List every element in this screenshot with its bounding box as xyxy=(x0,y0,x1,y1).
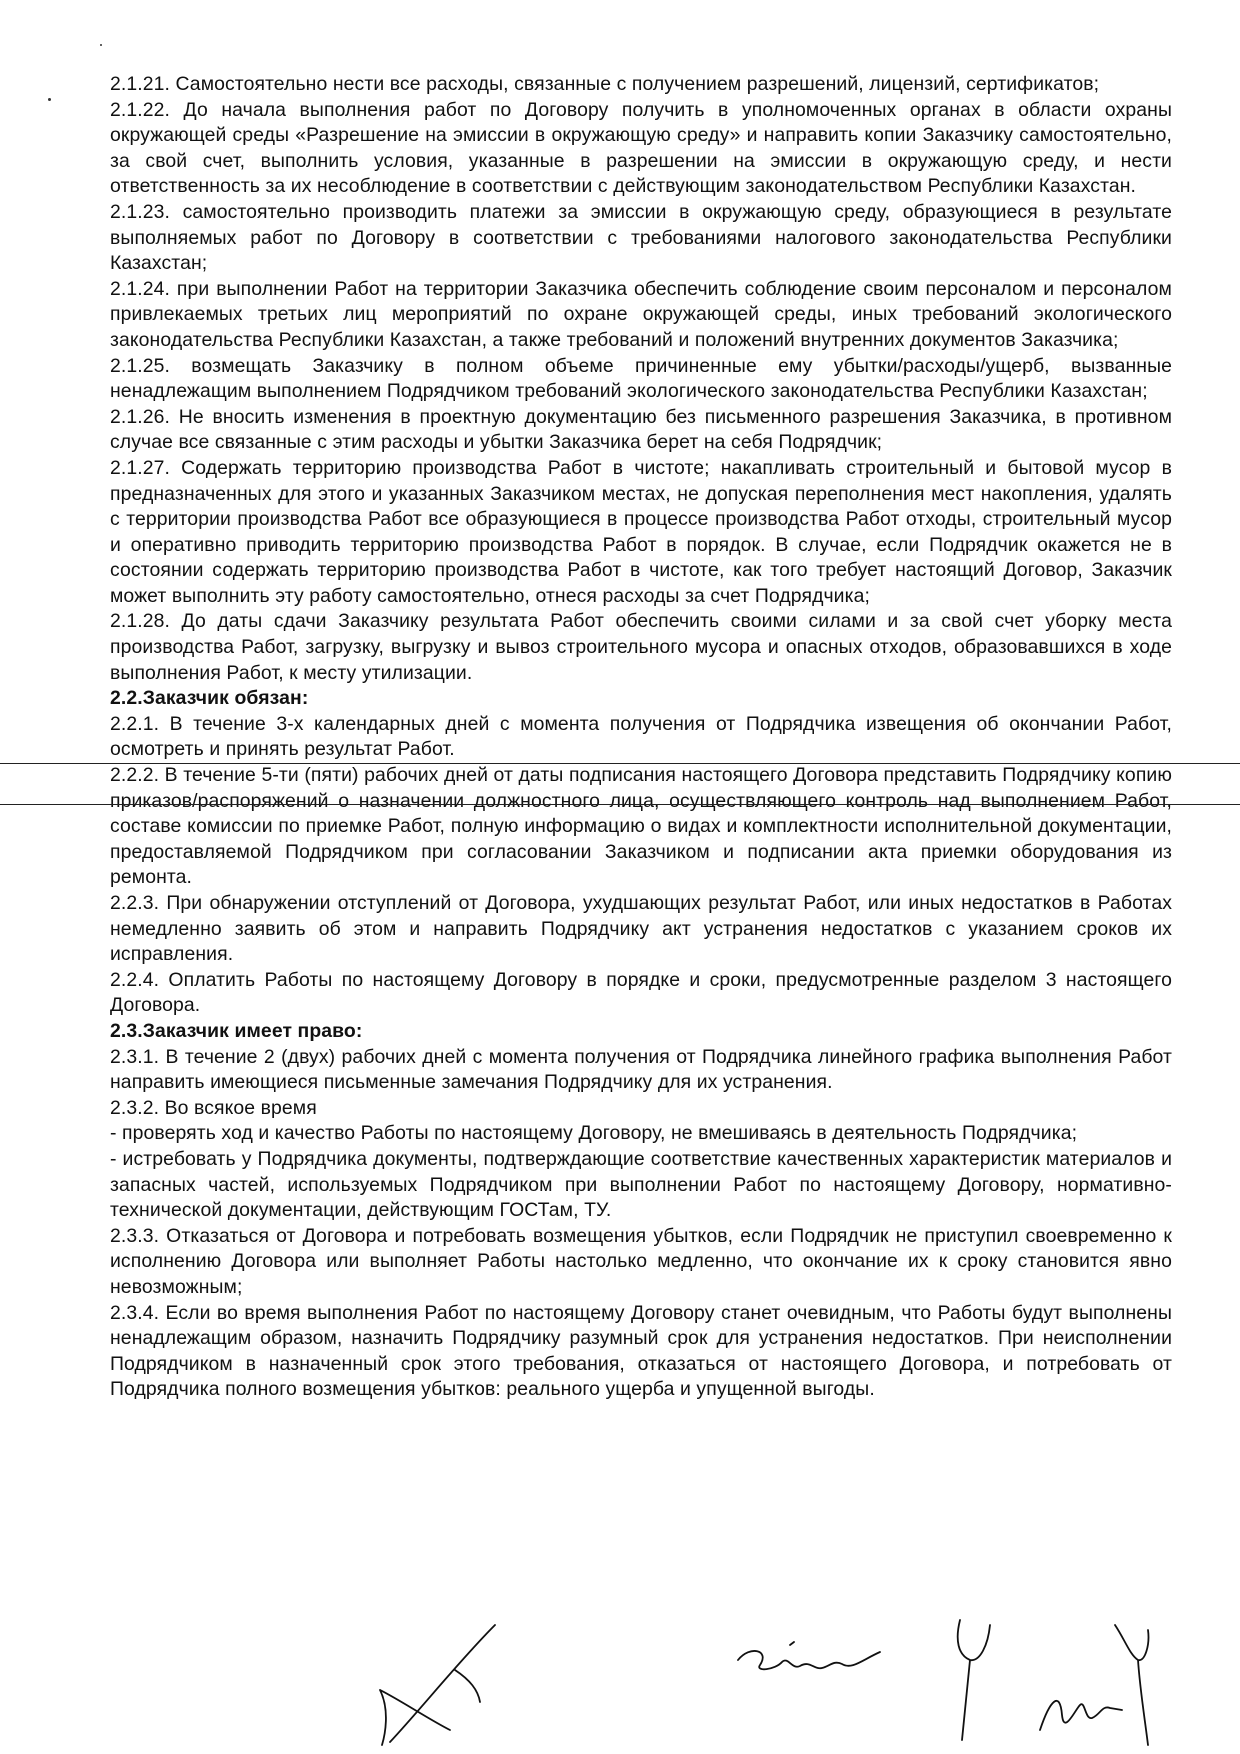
clause-2-2-3: 2.2.3. При обнаружении отступлений от Договора, ухудшающих результат Работ, или иных недостатков в Работах немедленно заявить об этом и направить Подрядчику акт устранения недостатков с указанием сроков их исправления. xyxy=(110,892,1172,966)
signature-initials-left xyxy=(360,1610,520,1750)
clause-2-2-4: 2.2.4. Оплатить Работы по настоящему Договору в порядке и сроки, предусмотренные разделом 3 настоящего Договора. xyxy=(110,968,1172,1017)
scan-artifact-line xyxy=(0,763,1240,764)
clause-2-1-26: 2.1.26. Не вносить изменения в проектную документацию без письменного разрешения Заказчика, в противном случае все связанные с этим расходы и убытки Заказчика берет на себя Подрядчик; xyxy=(110,405,1172,454)
signature-initials-right-1 xyxy=(940,1600,1020,1750)
clause-2-3-3: 2.3.3. Отказаться от Договора и потребовать возмещения убытков, если Подрядчик не приступил своевременно к исполнению Договора или выполняет Работы настолько медленно, что окончание их к сроку становится явно невозможным; xyxy=(110,1224,1172,1298)
clause-2-3-2: 2.3.2. Во всякое время xyxy=(110,1096,317,1119)
scan-artifact-line xyxy=(0,804,1240,805)
clause-2-1-21: 2.1.21. Самостоятельно нести все расходы, связанные с получением разрешений, лицензий, сертификатов; xyxy=(110,73,1100,95)
clause-2-1-23: 2.1.23. самостоятельно производить платежи за эмиссии в окружающую среду, образующиеся в результате выполняемых работ по Договору в соответствии с требованиями налогового законодательства Республики Казахстан; xyxy=(110,200,1172,275)
clause-2-2-1: 2.2.1. В течение 3-х календарных дней с момента получения от Подрядчика извещения об окончании Работ, осмотреть и принять результат Работ. xyxy=(110,712,1172,761)
clause-2-3-1: 2.3.1. В течение 2 (двух) рабочих дней с момента получения от Подрядчика линейного графика выполнения Работ направить имеющиеся письменные замечания Подрядчику для их устранения. xyxy=(110,1045,1172,1094)
document-page xyxy=(110,72,1172,1403)
signature-initials-right-2 xyxy=(1030,1610,1180,1750)
clause-2-3-2-item-b: - истребовать у Подрядчика документы, подтверждающие соответствие качественных характеристик материалов и запасных частей, используемых Подрядчиком при выполнении Работ по настоящему Договору, нормативно-технической документации, действующим ГОСТам, ТУ. xyxy=(110,1147,1172,1222)
clause-2-1-28: 2.1.28. До даты сдачи Заказчику результата Работ обеспечить своими силами и за свой счет уборку места производства Работ, загрузку, выгрузку и вывоз строительного мусора и опасных отходов, образовавшихся в ходе выполнения Работ, к месту утилизации. xyxy=(110,610,1172,684)
section-heading-2-3: 2.3.Заказчик имеет право: xyxy=(110,1019,363,1042)
clause-2-2-2: 2.2.2. В течение 5-ти (пяти) рабочих дней от даты подписания настоящего Договора представить Подрядчику копию приказов/распоряжений о назначении должностного лица, осуществляющего контроль над выполнением Работ, составе комиссии по приемке Работ, полную информацию о видах и комплектности исполнительной документации, предоставляемой Подрядчиком при согласовании Заказчиком и подписании акта приемки оборудования из ремонта. xyxy=(110,764,1172,889)
scan-speck xyxy=(100,44,102,46)
section-heading-2-2: 2.2.Заказчик обязан: xyxy=(110,687,309,710)
clause-2-1-22: 2.1.22. До начала выполнения работ по Договору получить в уполномоченных органах в области охраны окружающей среды «Разрешение на эмиссии в окружающую среду» и направить копии Заказчику самостоятельно, за свой счет, выполнить условия, указанные в разрешении на эмиссии в окружающую среду, и нести ответственность за их несоблюдение в соответствии с действующим законодательством Республики Казахстан. xyxy=(110,98,1172,198)
clause-2-3-4: 2.3.4. Если во время выполнения Работ по настоящему Договору станет очевидным, что Работы будут выполнены ненадлежащим образом, назначить Подрядчику разумный срок для устранения недостатков. При неисполнении Подрядчиком в назначенный срок этого требования, отказаться от настоящего Договора, и потребовать от Подрядчика полного возмещения убытков: реального ущерба и упущенной выгоды. xyxy=(110,1301,1172,1401)
signature-initials-middle xyxy=(730,1630,900,1710)
clause-2-1-25: 2.1.25. возмещать Заказчику в полном объеме причиненные ему убытки/расходы/ущерб, вызванные ненадлежащим выполнением Подрядчиком требований экологического законодательства Республики Казахстан; xyxy=(110,354,1172,403)
clause-2-1-24: 2.1.24. при выполнении Работ на территории Заказчика обеспечить соблюдение своим персоналом и персоналом привлекаемых третьих лиц мероприятий по охране окружающей среды, иных требований экологического законодательства Республики Казахстан, а также требований и положений внутренних документов Заказчика; xyxy=(110,277,1172,351)
clause-2-1-27: 2.1.27. Содержать территорию производства Работ в чистоте; накапливать строительный и бытовой мусор в предназначенных для этого и указанных Заказчиком местах, не допуская переполнения мест накопления, удалять с территории производства Работ все образующиеся в процессе производства Работ отходы, строительный мусор и оперативно приводить территорию производства Работ в порядок. В случае, если Подрядчик окажется не в состоянии содержать территорию производства Работ в чистоте, как того требует настоящий Договор, Заказчик может выполнить эту работу самостоятельно, отнеся расходы за счет Подрядчика; xyxy=(110,456,1172,607)
scan-speck xyxy=(48,98,51,101)
clause-2-3-2-item-a: - проверять ход и качество Работы по настоящему Договору, не вмешиваясь в деятельность Подрядчика; xyxy=(110,1122,1078,1145)
